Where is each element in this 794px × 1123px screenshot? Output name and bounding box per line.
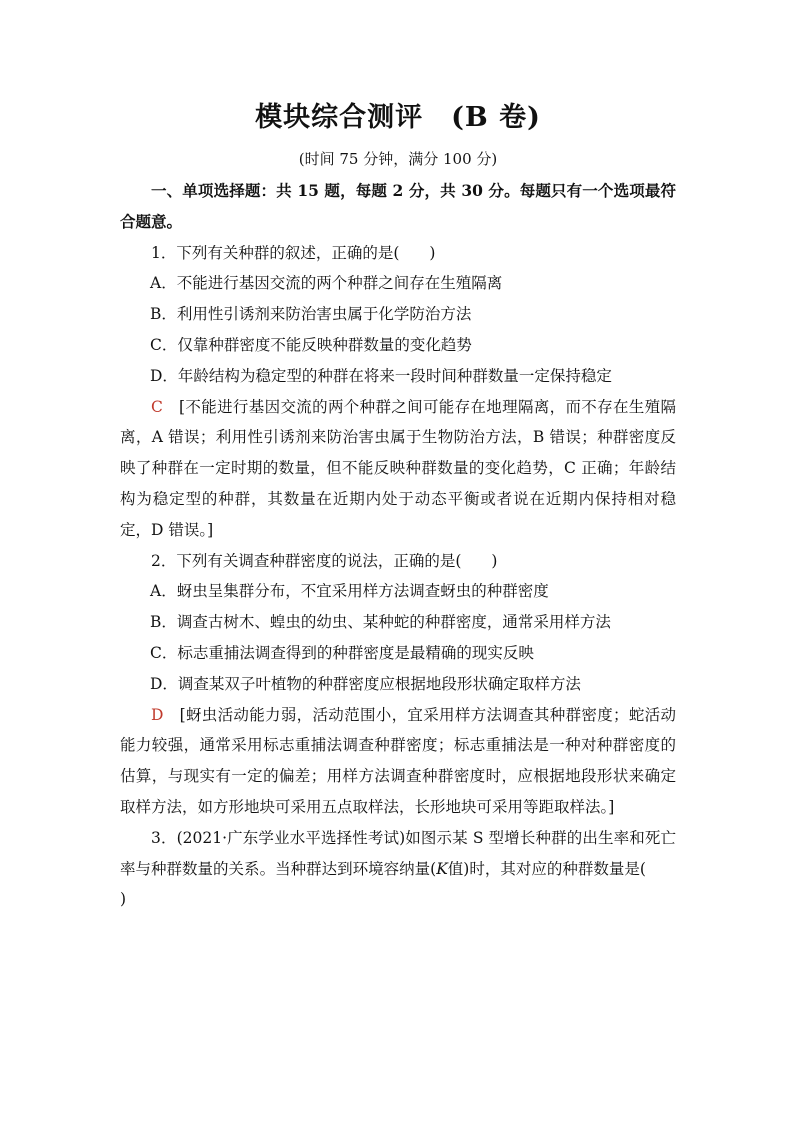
question-2-stem xyxy=(120,546,676,577)
question-3-stem-end: ) xyxy=(120,890,127,909)
option-d: D．调查某双子叶植物的种群密度应根据地段形状确定取样方法 xyxy=(150,674,581,693)
option-a: A．蚜虫呈集群分布，不宜采用样方法调查蚜虫的种群密度 xyxy=(150,582,549,601)
k-variable: K xyxy=(436,859,448,878)
option-c: C．标志重捕法调查得到的种群密度是最精确的现实反映 xyxy=(150,643,534,662)
question-1-stem-text: 1．下列有关种群的叙述，正确的是( xyxy=(151,243,400,262)
page-title: 模块综合测评 (B 卷) xyxy=(255,102,541,133)
explanation-text: [不能进行基因交流的两个种群之间可能存在地理隔离，而不存在生殖隔离，A 错误；利用性引诱剂来防治害虫属于生物防治方法，B 错误；种群密度反映了种群在一定时期的数量，但不能反映种群数量的变化趋势，C 正确；年龄结构为稳定型的种群，其数量在近期内处于动态平衡或者说在近期内保持相对稳定，D 错误。] xyxy=(120,397,676,539)
question-1-stem xyxy=(120,238,676,269)
section-heading: 一、单项选择题：共 15 题，每题 2 分，共 30 分。每题只有一个选项最符合题意。 xyxy=(120,181,676,231)
question-2-stem-text: 2．下列有关调查种群密度的说法，正确的是( xyxy=(151,551,462,570)
option-b: B．利用性引诱剂来防治害虫属于化学防治方法 xyxy=(150,305,472,324)
question-3-stem-text: 3．(2021·广东学业水平选择性考试)如图示某 S 型增长种群的出生率和死亡率与种群数量的关系。当种群达到环境容纳量( xyxy=(120,828,676,878)
question-1-stem-end: ) xyxy=(429,243,436,262)
question-3-stem-text-2: 值)时，其对应的种群数量是( xyxy=(447,859,646,878)
answer-label: D xyxy=(151,705,164,724)
option-b: B．调查古树木、蝗虫的幼虫、某种蛇的种群密度，通常采用样方法 xyxy=(150,613,611,632)
answer-label: C xyxy=(151,397,163,416)
page-subtitle: (时间 75 分钟，满分 100 分) xyxy=(298,150,498,168)
question-2-solution xyxy=(120,700,676,823)
question-1-solution xyxy=(120,392,676,546)
explanation-text: [蚜虫活动能力弱，活动范围小，宜采用样方法调查其种群密度；蛇活动能力较强，通常采用标志重捕法调查种群密度；标志重捕法是一种对种群密度的估算，与现实有一定的偏差；用样方法调查种群密度时，应根据地段形状来确定取样方法，如方形地块可采用五点取样法，长形地块可采用等距取样法。] xyxy=(120,705,676,816)
question-2-stem-end: ) xyxy=(491,551,498,570)
option-a: A．不能进行基因交流的两个种群之间存在生殖隔离 xyxy=(150,274,503,293)
option-c: C．仅靠种群密度不能反映种群数量的变化趋势 xyxy=(150,335,472,354)
question-3-stem xyxy=(120,823,676,915)
option-d: D．年龄结构为稳定型的种群在将来一段时间种群数量一定保持稳定 xyxy=(150,366,612,385)
